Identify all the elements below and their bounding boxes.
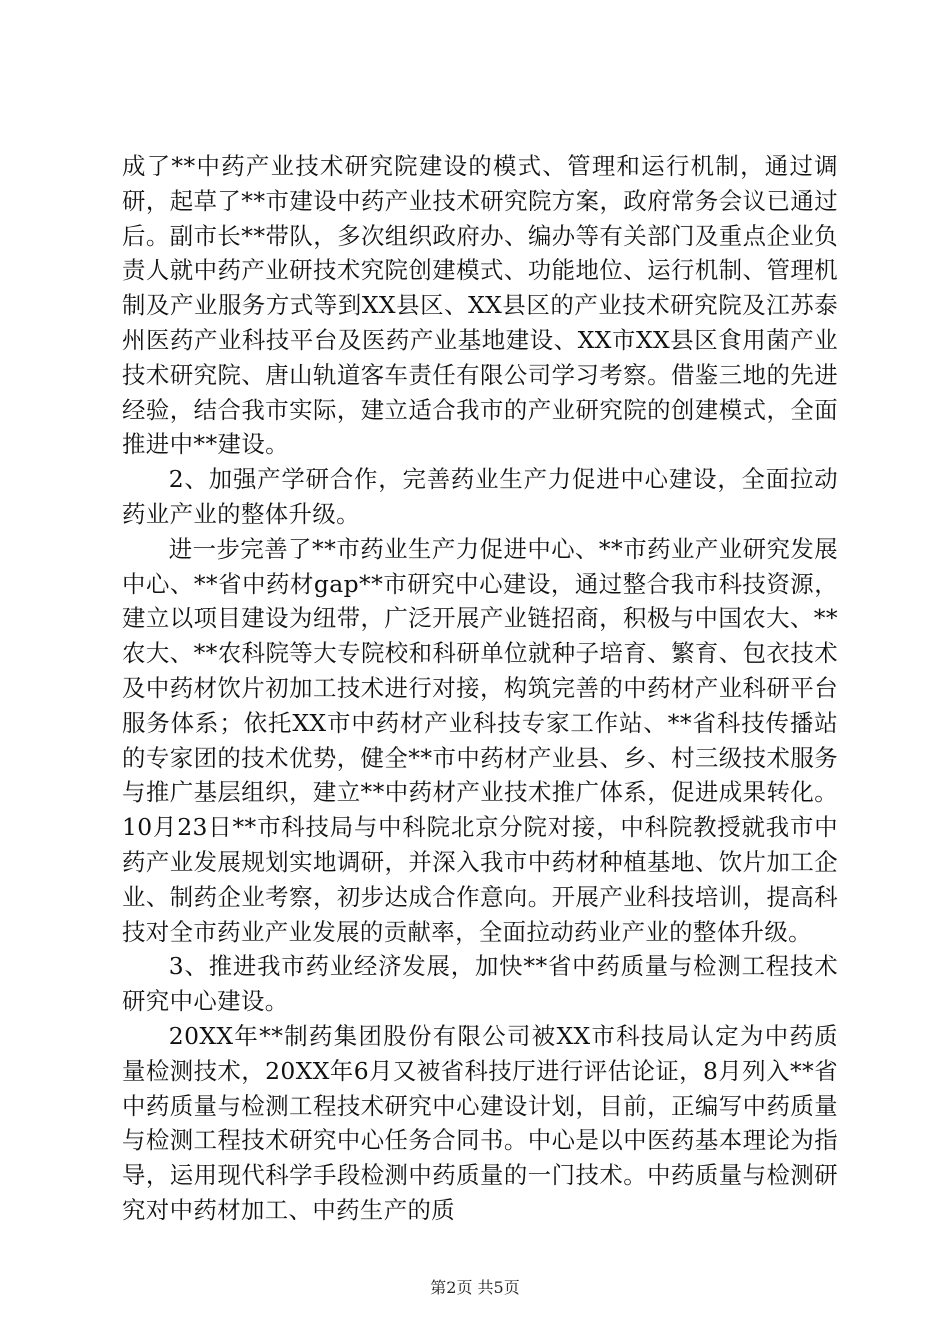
paragraph-section-3-body: 20XX年**制药集团股份有限公司被XX市科技局认定为中药质量检测技术，20XX年6月又被省科技厅进行评估论证，8月列入**省中药质量与检测工程技术研究中心建设计划，目前，正编写中药质量与检测工程技术研究中心任务合同书。中心是以中医药基本理论为指导，运用现代科学手段检测中药质量的一门技术。中药质量与检测研究对中药材加工、中药生产的质 bbox=[122, 1021, 838, 1224]
paragraph-section-2-body: 进一步完善了**市药业生产力促进中心、**市药业产业研究发展中心、**省中药材gap**市研究中心建设，通过整合我市科技资源，建立以项目建设为纽带，广泛开展产业链招商，积极与中国农大、**农大、**农科院等大专院校和科研单位就种子培育、繁育、包衣技术及中药材饮片初加工技术进行对接，构筑完善的中药材产业科研平台服务体系；依托XX市中药材产业科技专家工作站、**省科技传播站的专家团的技术优势，健全**市中药材产业县、乡、村三级技术服务与推广基层组织，建立**中药材产业技术推广体系，促进成果转化。10月23日**市科技局与中科院北京分院对接，中科院教授就我市中药产业发展规划实地调研，并深入我市中药材种植基地、饮片加工企业、制药企业考察，初步达成合作意向。开展产业科技培训，提高科技对全市药业产业发展的贡献率，全面拉动药业产业的整体升级。 bbox=[122, 534, 838, 946]
paragraph-continuation: 成了**中药产业技术研究院建设的模式、管理和运行机制，通过调研，起草了**市建设中药产业技术研究院方案，政府常务会议已通过后。副市长**带队，多次组织政府办、编办等有关部门及重点企业负责人就中药产业研技术究院创建模式、功能地位、运行机制、管理机制及产业服务方式等到XX县区、XX县区的产业技术研究院及江苏泰州医药产业科技平台及医药产业基地建设、XX市XX县区食用菌产业技术研究院、唐山轨道客车责任有限公司学习考察。借鉴三地的先进经验，结合我市实际，建立适合我市的产业研究院的创建模式，全面推进中**建设。 bbox=[122, 152, 838, 459]
section-heading-2: 2、加强产学研合作，完善药业生产力促进中心建设，全面拉动药业产业的整体升级。 bbox=[122, 465, 838, 528]
section-heading-3: 3、推进我市药业经济发展，加快**省中药质量与检测工程技术研究中心建设。 bbox=[122, 952, 838, 1016]
document-body bbox=[122, 149, 838, 1228]
page-footer: 第2页 共5页 bbox=[430, 1278, 520, 1297]
